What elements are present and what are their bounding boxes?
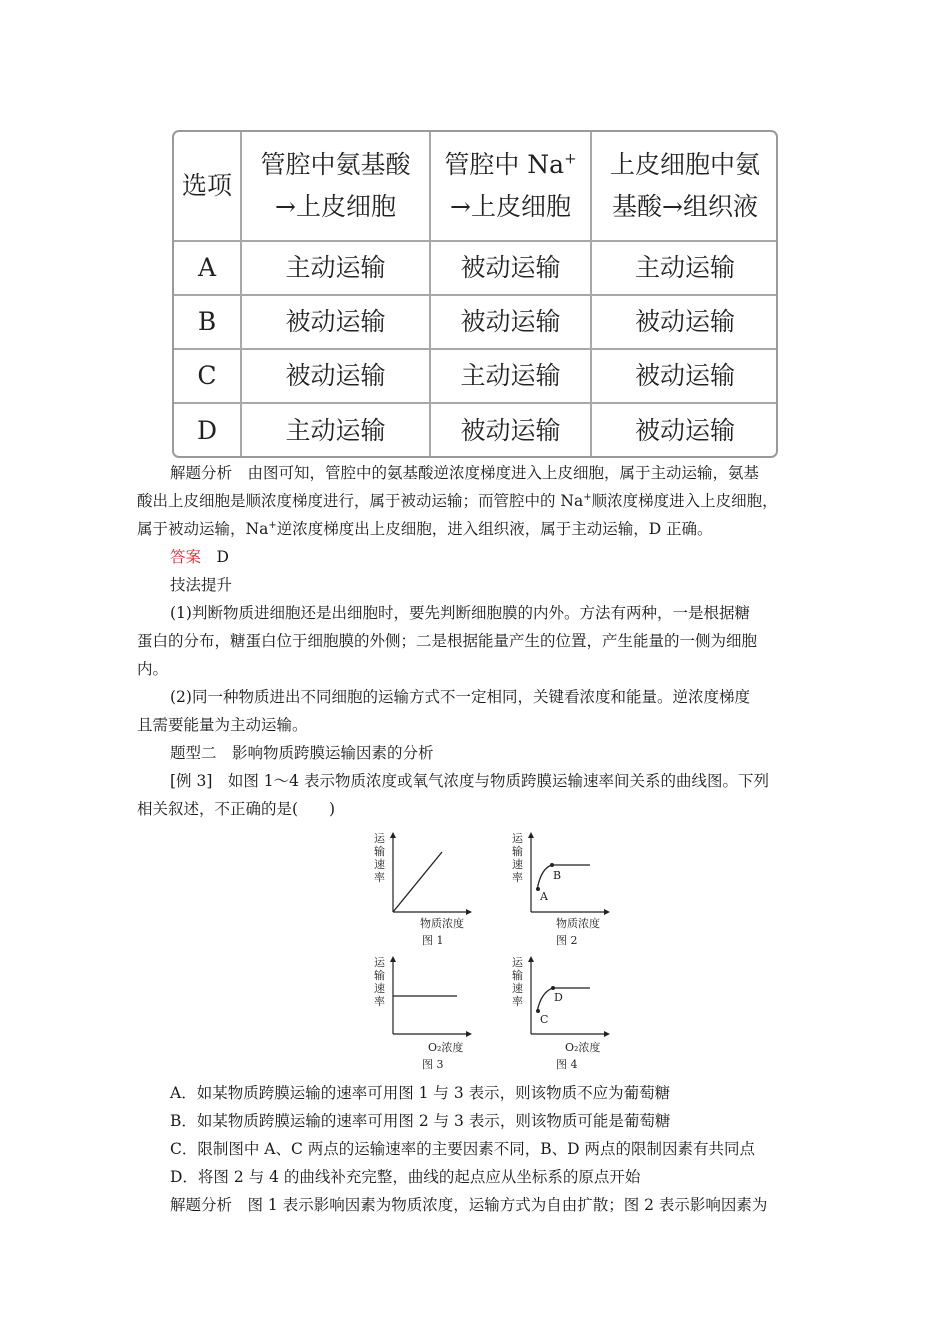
row-d-c1: 主动运输 xyxy=(285,416,386,445)
y-axis-label xyxy=(512,832,524,884)
option-b: B．如某物质跨膜运输的速率可用图 2 与 3 表示，则该物质可能是葡萄糖 xyxy=(170,1112,671,1130)
y-axis-char: 输 xyxy=(512,845,523,858)
curve-line xyxy=(537,865,590,890)
y-axis-char: 率 xyxy=(374,871,385,884)
row-a-c2: 被动运输 xyxy=(460,253,561,282)
row-a-option: A xyxy=(197,253,217,282)
row-b-c3: 被动运输 xyxy=(634,307,735,336)
figure-caption: 图 2 xyxy=(556,934,578,947)
analysis-line-1: 解题分析 由图可知，管腔中的氨基酸逆浓度梯度进入上皮细胞，属于主动运输，氨基 xyxy=(170,464,760,482)
row-a-c1: 主动运输 xyxy=(285,253,386,282)
answer: 答案 D xyxy=(170,548,229,566)
y-axis-char: 率 xyxy=(512,995,523,1008)
figure-caption: 图 4 xyxy=(556,1058,578,1071)
row-c-c1: 被动运输 xyxy=(285,361,386,390)
x-axis-label: O₂浓度 xyxy=(565,1041,601,1054)
section-title: 题型二 影响物质跨膜运输因素的分析 xyxy=(170,744,434,762)
figure-4 xyxy=(508,952,618,1076)
figure-caption: 图 3 xyxy=(422,1058,444,1071)
y-axis-label xyxy=(374,832,386,884)
point-b xyxy=(550,863,554,867)
tip-p1-line1: (1)判断物质进细胞还是出细胞时，要先判断细胞膜的内外。方法有两种，一是根据糖 xyxy=(170,604,750,622)
y-axis-char: 速 xyxy=(374,982,385,995)
row-b-c2: 被动运输 xyxy=(460,307,561,336)
analysis-line-2: 酸出上皮细胞是顺浓度梯度进行，属于被动运输；而管腔中的 Na+顺浓度梯度进入上皮细胞， xyxy=(137,491,778,510)
figure-caption: 图 1 xyxy=(422,934,444,947)
transport-table xyxy=(172,130,778,458)
curve-line xyxy=(393,852,442,912)
point-d xyxy=(551,986,555,990)
tip-p2-line2: 且需要能量为主动运输。 xyxy=(137,716,308,734)
y-axis-char: 率 xyxy=(512,871,523,884)
option-a: A．如某物质跨膜运输的速率可用图 1 与 3 表示，则该物质不应为葡萄糖 xyxy=(170,1084,671,1102)
row-d-option: D xyxy=(196,416,218,445)
y-axis-char: 运 xyxy=(374,956,385,969)
row-a-c3: 主动运输 xyxy=(634,253,735,282)
row-d-c2: 被动运输 xyxy=(460,416,561,445)
header-amino-in: 管腔中氨基酸 →上皮细胞 xyxy=(260,150,411,221)
example-line-1: [例 3] 如图 1～4 表示物质浓度或氧气浓度与物质跨膜运输速率间关系的曲线图。下列 xyxy=(170,772,769,790)
example-line-2: 相关叙述，不正确的是( ) xyxy=(137,800,336,818)
y-axis-label xyxy=(512,956,524,1008)
figure-2 xyxy=(508,828,618,952)
y-axis-char: 速 xyxy=(512,858,523,871)
analysis-2: 解题分析 图 1 表示影响因素为物质浓度，运输方式为自由扩散；图 2 表示影响因素为 xyxy=(170,1196,768,1214)
y-axis-char: 输 xyxy=(374,845,385,858)
point-d-label: D xyxy=(554,991,563,1004)
y-axis-char: 率 xyxy=(374,995,385,1008)
point-b-label: B xyxy=(553,869,562,882)
header-na-in: 管腔中 Na+ →上皮细胞 xyxy=(444,149,577,221)
header-amino-out: 上皮细胞中氨 基酸→组织液 xyxy=(609,150,760,221)
y-axis-label xyxy=(374,956,386,1008)
y-axis-char: 输 xyxy=(374,969,385,982)
point-a-label: A xyxy=(540,890,548,903)
analysis-line-3: 属于被动运输，Na+逆浓度梯度出上皮细胞，进入组织液，属于主动运输，D 正确。 xyxy=(137,519,713,538)
row-c-option: C xyxy=(197,361,217,390)
header-option: 选项 xyxy=(181,171,232,200)
row-d-c3: 被动运输 xyxy=(634,416,735,445)
y-axis-char: 运 xyxy=(512,956,523,969)
x-axis-label: 物质浓度 xyxy=(420,917,464,930)
option-d: D．将图 2 与 4 的曲线补充完整，曲线的起点应从坐标系的原点开始 xyxy=(170,1168,641,1186)
tip-title: 技法提升 xyxy=(170,576,233,594)
row-c-c3: 被动运输 xyxy=(634,361,735,390)
row-b-c1: 被动运输 xyxy=(285,307,386,336)
tip-p1-line2: 蛋白的分布，糖蛋白位于细胞膜的外侧；二是根据能量产生的位置，产生能量的一侧为细胞 xyxy=(137,632,758,650)
row-b-option: B xyxy=(197,307,217,336)
x-axis-label: 物质浓度 xyxy=(556,917,600,930)
y-axis-char: 运 xyxy=(512,832,523,845)
y-axis-char: 运 xyxy=(374,832,385,845)
figure-3 xyxy=(370,952,480,1076)
tip-p2-line1: (2)同一种物质进出不同细胞的运输方式不一定相同，关键看浓度和能量。逆浓度梯度 xyxy=(170,688,750,706)
option-c: C．限制图中 A、C 两点的运输速率的主要因素不同，B、D 两点的限制因素有共同点 xyxy=(170,1140,756,1158)
tip-p1-line3: 内。 xyxy=(137,660,169,678)
figure-1 xyxy=(370,828,480,952)
y-axis-char: 速 xyxy=(512,982,523,995)
y-axis-char: 速 xyxy=(374,858,385,871)
point-c-label: C xyxy=(540,1013,549,1026)
x-axis-label: O₂浓度 xyxy=(428,1041,464,1054)
y-axis-char: 输 xyxy=(512,969,523,982)
curve-line xyxy=(537,988,590,1012)
row-c-c2: 主动运输 xyxy=(460,361,561,390)
